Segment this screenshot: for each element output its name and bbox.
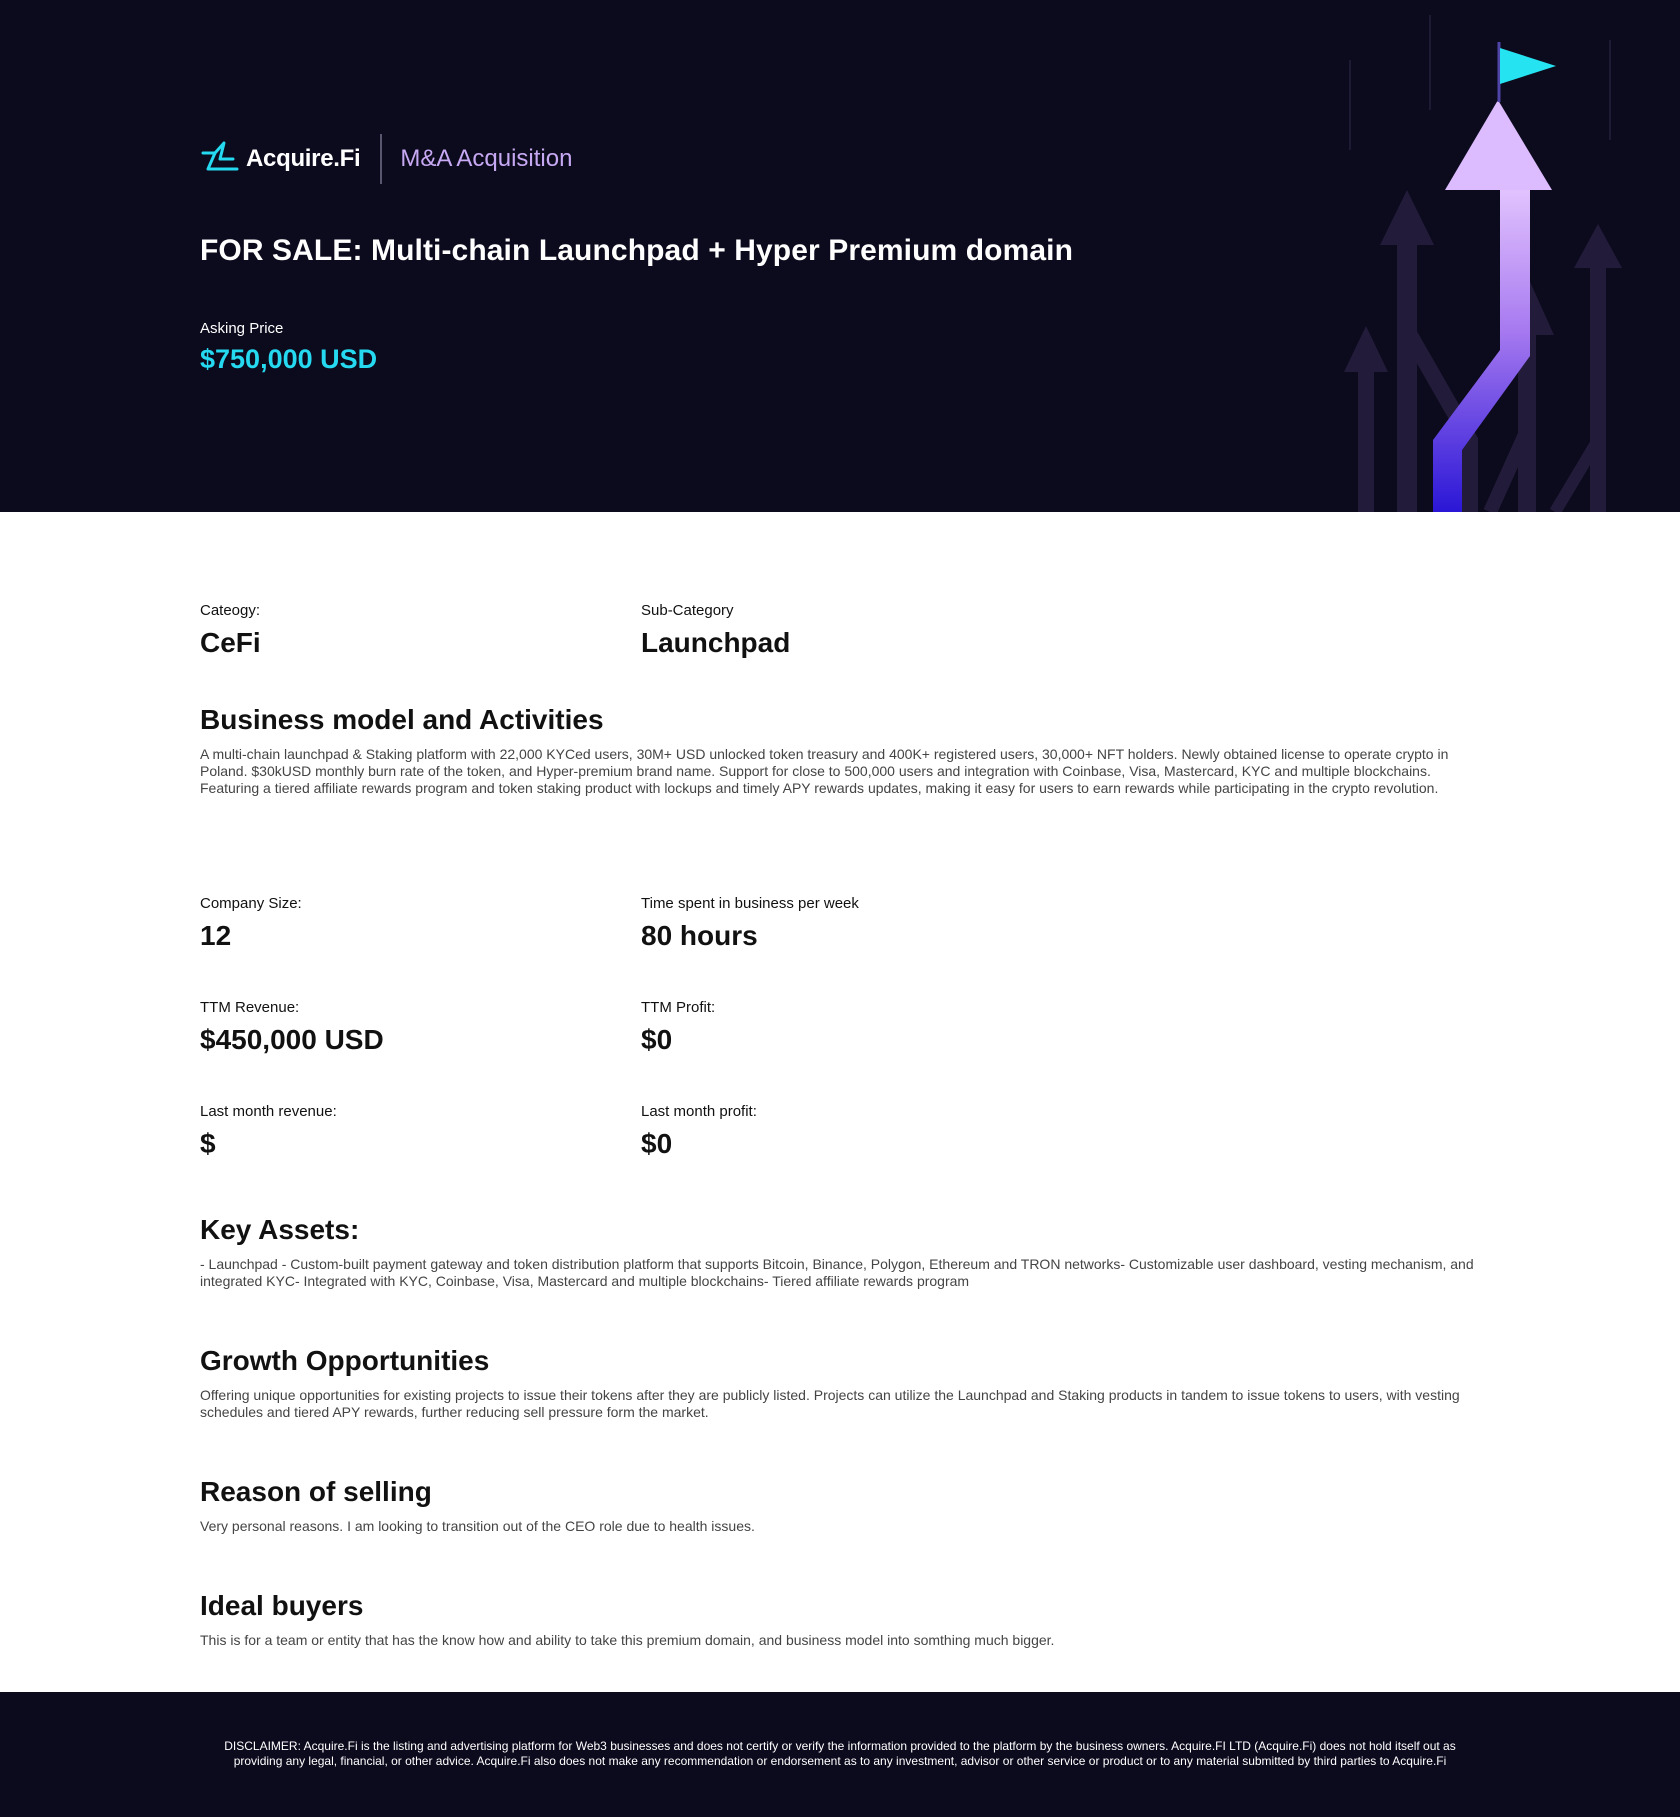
company-size-field <box>200 895 302 952</box>
ttm-profit-label: TTM Profit: <box>641 999 716 1016</box>
growth-body: Offering unique opportunities for existing projects to issue their tokens after they are publicly listed. Projects can utilize the Launchpad and Staking products in tandem to issue tokens to users, with vesting schedules and tiered APY rewards, further reducing sell pressure form the market. <box>200 1387 1460 1420</box>
category-value: CeFi <box>200 627 261 658</box>
company-size-label: Company Size: <box>200 895 302 912</box>
reason-body: Very personal reasons. I am looking to transition out of the CEO role due to health issues. <box>200 1518 755 1534</box>
ttm-revenue-value: $450,000 USD <box>200 1024 384 1055</box>
buyers-title: Ideal buyers <box>200 1590 364 1621</box>
growth-title: Growth Opportunities <box>200 1345 490 1376</box>
hero-banner <box>0 0 1680 512</box>
ttm-revenue-label: TTM Revenue: <box>200 999 300 1016</box>
sub-category-value: Launchpad <box>641 627 791 658</box>
reason-title: Reason of selling <box>200 1476 432 1507</box>
category-field <box>200 602 261 659</box>
acquire-fi-logo-icon <box>200 139 240 179</box>
buyers-body: This is for a team or entity that has the know how and ability to take this premium domain, and business model into somthing much bigger. <box>200 1632 1055 1648</box>
ttm-profit-value: $0 <box>641 1024 673 1055</box>
reason-section <box>200 1476 1480 1535</box>
time-spent-value: 80 hours <box>641 920 758 951</box>
sub-category-label: Sub-Category <box>641 602 734 619</box>
category-label: Cateogy: <box>200 602 261 619</box>
asking-price-value: $750,000 USD <box>200 344 378 374</box>
brand-name: Acquire.Fi <box>246 145 361 172</box>
last-month-profit-field <box>641 1103 757 1160</box>
growth-section <box>200 1345 1480 1421</box>
time-spent-field <box>641 895 859 952</box>
key-assets-section <box>200 1214 1480 1290</box>
ttm-revenue-field <box>200 999 384 1056</box>
last-month-revenue-label: Last month revenue: <box>200 1103 337 1120</box>
footer <box>0 1692 1680 1817</box>
last-month-revenue-field <box>200 1103 337 1160</box>
ttm-profit-field <box>641 999 715 1056</box>
sub-category-field <box>641 602 790 659</box>
business-model-section <box>200 704 1480 797</box>
brand-tagline: M&A Acquisition <box>400 145 573 172</box>
last-month-revenue-value: $ <box>200 1128 216 1159</box>
time-spent-label: Time spent in business per week <box>641 895 859 912</box>
brand-divider <box>380 134 382 184</box>
last-month-profit-value: $0 <box>641 1128 673 1159</box>
business-model-body: A multi-chain launchpad & Staking platform with 22,000 KYCed users, 30M+ USD unlocked token treasury and 400K+ registered users, 30,000+ NFT holders. Newly obtained license to operate crypto in Poland. $30kUSD monthly burn rate of the token, and Hyper-premium brand name. Support for close to 500,000 users and integration with Coinbase, Visa, Mastercard, KYC and multiple blockchains. Featuring a tiered affiliate rewards program and token staking product with lockups and timely APY rewards updates, making it easy for users to earn rewards while participating in the crypto revolution. <box>200 746 1449 796</box>
buyers-section <box>200 1590 1480 1649</box>
asking-price-label: Asking Price <box>200 320 284 337</box>
key-assets-title: Key Assets: <box>200 1214 360 1245</box>
key-assets-body: - Launchpad - Custom-built payment gateway and token distribution platform that supports Bitcoin, Binance, Polygon, Ethereum and TRON networks- Customizable user dashboard, vesting mechanism, and integrated KYC- Integrated with KYC, Coinbase, Visa, Mastercard and multiple blockchains- Tiered affiliate rewards program <box>200 1256 1474 1289</box>
brand <box>200 134 572 184</box>
company-size-value: 12 <box>200 920 232 951</box>
disclaimer-text: DISCLAIMER: Acquire.Fi is the listing and advertising platform for Web3 businesses and does not certify or verify the information provided to the platform by the business owners. Acquire.FI LTD (Acquire.Fi) does not hold itself out as providing any legal, financial, or other advice. Acquire.Fi also does not make any recommendation or endorsement as to any investment, advisor or other service or product or to any material submitted by third parties to Acquire.Fi <box>224 1739 1456 1768</box>
growth-arrows-illustration <box>1340 0 1680 512</box>
business-model-title: Business model and Activities <box>200 704 604 735</box>
listing-title: FOR SALE: Multi-chain Launchpad + Hyper Premium domain <box>200 234 1073 267</box>
last-month-profit-label: Last month profit: <box>641 1103 757 1120</box>
